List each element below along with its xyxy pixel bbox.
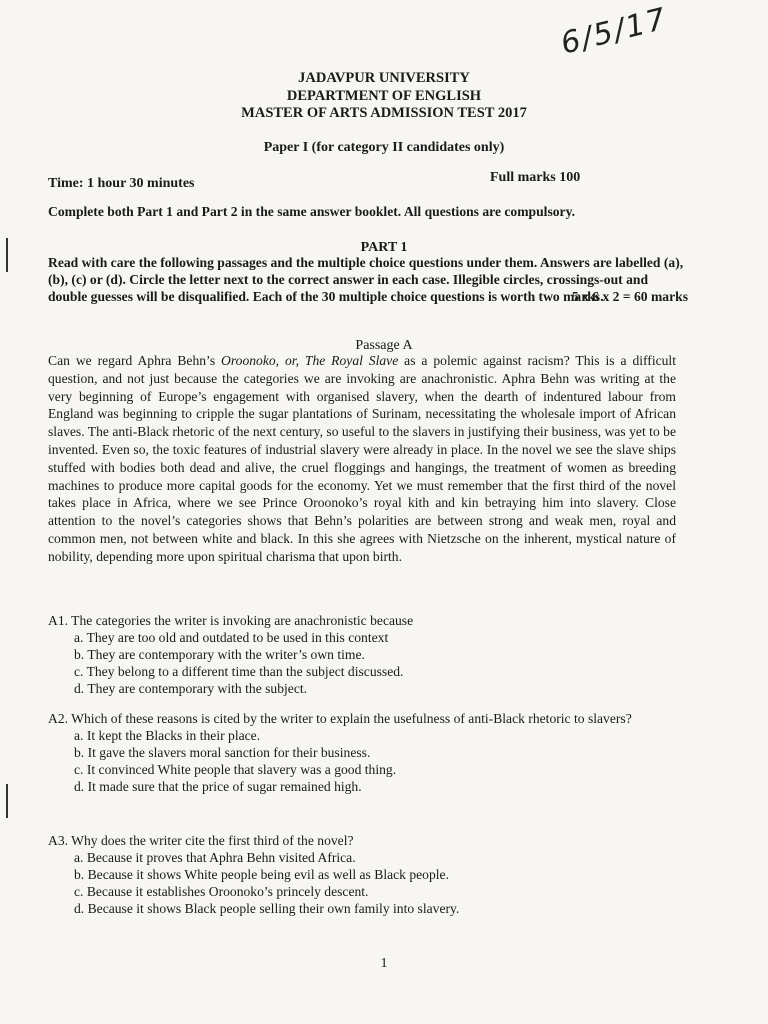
passage-text-start: Can we regard Aphra Behn’s — [48, 353, 222, 368]
question-stem: A1. The categories the writer is invoking are anachronistic because — [48, 613, 414, 628]
paper-title: Paper I (for category II candidates only) — [263, 140, 505, 155]
answer-option[interactable]: a. Because it proves that Aphra Behn visited Africa. — [74, 850, 356, 865]
department-name: DEPARTMENT OF ENGLISH — [286, 88, 482, 104]
margin-mark — [6, 784, 8, 818]
university-name: JADAVPUR UNIVERSITY — [298, 70, 470, 86]
passage-title: Passage A — [355, 338, 413, 353]
question-a2 — [48, 710, 688, 795]
part-instruction-text: Read with care the following passages and the multiple choice questions under them. Answers are labelled (a), (b), (c) or (d). Circle the letter next to the correct answer in each case. Illegible circles, crossings-out and double guesses will be disqualified. Each of the 30 multiple choice questions is worth two marks. — [48, 255, 684, 304]
answer-option[interactable]: d. They are contemporary with the subject. — [74, 681, 308, 696]
passage-text-rest: as a polemic against racism? This is a difficult question, and not just because the categories we are invoking are anachronistic. Aphra Behn was writing at the very beginning of Europe’s engagement with organised slavery, when the dearth of indentured labour from England was beginning to cripple the sugar plantations of Surinam, necessitating the wholesale import of African slaves. The anti-Black rhetoric of the next century, so useful to the slavers in justifying their business, was yet to be invented. Even so, the toxic features of industrial slavery were already in place. In the novel we see the slave ships stuffed with bodies both dead and alive, the cruel floggings and hangings, the treatment of women as breeding machines to produce more capital goods for the economy. Yet we must remember that the first third of the novel takes place in Africa, where we see Prince Oroonoko’s royal kith and kin betraying him into slavery. Close attention to the novel’s categories shows that Behn’s polarities are between strong and weak men, royal and common men, not between white and black. In this she agrees with Nietzsche on the inherent, mystical nature of nobility, depending more upon spiritual charisma that upon birth. — [48, 353, 676, 564]
question-a1 — [48, 612, 688, 697]
answer-option[interactable]: c. It convinced White people that slavery was a good thing. — [74, 762, 397, 777]
answer-option[interactable]: c. Because it establishes Oroonoko’s princely descent. — [74, 884, 369, 899]
answer-option[interactable]: a. It kept the Blacks in their place. — [74, 728, 261, 743]
full-marks: Full marks 100 — [490, 170, 581, 185]
part-title: PART 1 — [360, 240, 408, 255]
answer-option[interactable]: d. Because it shows Black people selling their own family into slavery. — [74, 901, 460, 916]
exam-title: MASTER OF ARTS ADMISSION TEST 2017 — [241, 105, 527, 121]
handwritten-date: 6/5/17 — [557, 1, 672, 62]
time-allowed: Time: 1 hour 30 minutes — [48, 176, 195, 191]
part-marks: 5 x 6 x 2 = 60 marks — [571, 289, 688, 304]
answer-option[interactable]: b. Because it shows White people being evil as well as Black people. — [74, 867, 449, 882]
page-number: 1 — [380, 956, 388, 971]
question-stem: A3. Why does the writer cite the first third of the novel? — [48, 833, 354, 848]
question-stem: A2. Which of these reasons is cited by the writer to explain the usefulness of anti-Black rhetoric to slavers? — [48, 711, 632, 726]
part-instruction — [48, 254, 688, 305]
general-instruction: Complete both Part 1 and Part 2 in the same answer booklet. All questions are compulsory. — [48, 204, 576, 219]
passage-text — [48, 352, 676, 566]
passage-italic-title: Oroonoko, or, The Royal Slave — [221, 353, 399, 368]
answer-option[interactable]: c. They belong to a different time than the subject discussed. — [74, 664, 404, 679]
answer-option[interactable]: d. It made sure that the price of sugar remained high. — [74, 779, 362, 794]
answer-option[interactable]: b. They are contemporary with the writer’s own time. — [74, 647, 365, 662]
question-a3 — [48, 832, 688, 917]
answer-option[interactable]: a. They are too old and outdated to be used in this context — [74, 630, 389, 645]
answer-option[interactable]: b. It gave the slavers moral sanction for their business. — [74, 745, 371, 760]
